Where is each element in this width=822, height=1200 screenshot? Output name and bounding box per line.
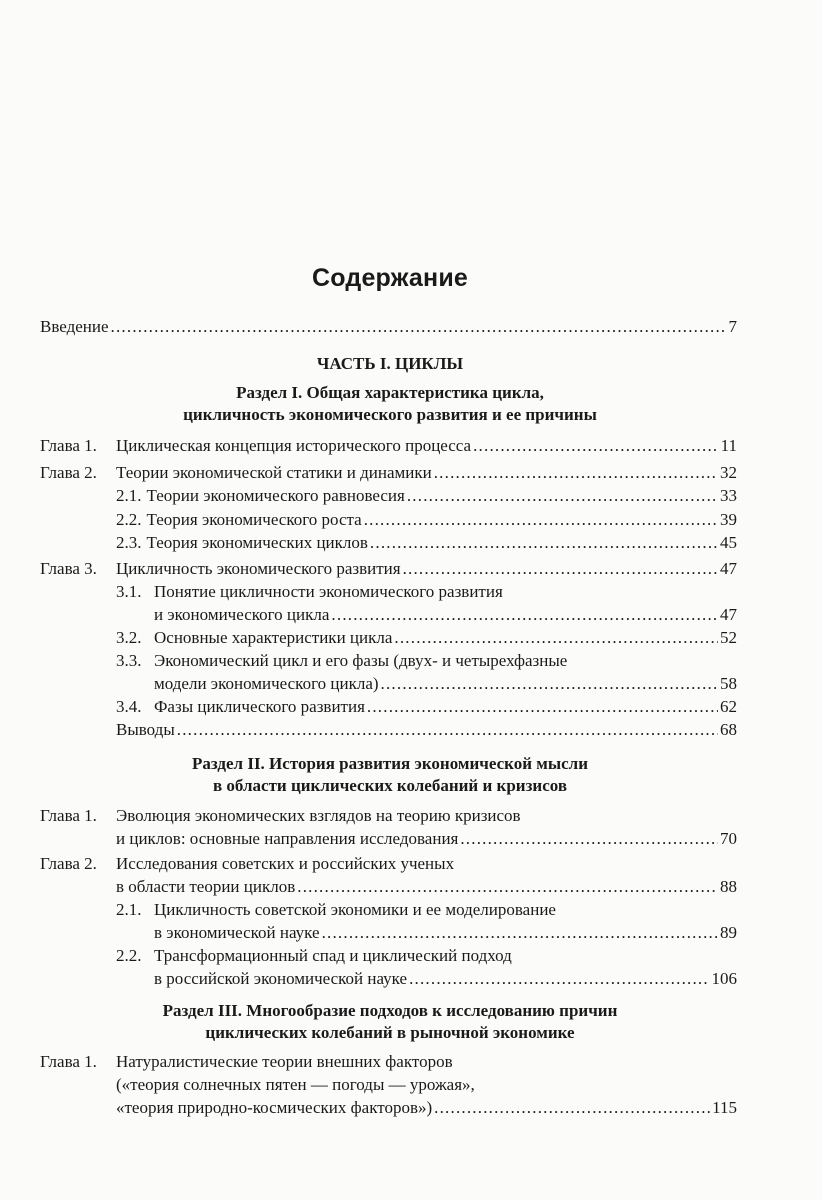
page-number: 47 <box>720 605 737 624</box>
entry-title: модели экономического цикла) <box>154 674 379 693</box>
section-heading-line: Раздел II. История развития экономической мысли <box>191 754 588 773</box>
entry-title-line: Понятие цикличности экономического развития <box>154 582 503 601</box>
leader-dots <box>367 696 718 718</box>
section-heading <box>0 753 780 797</box>
chapter-label: Глава 1. <box>40 806 97 825</box>
page-number: 45 <box>720 533 737 552</box>
part-heading: ЧАСТЬ I. ЦИКЛЫ <box>316 354 464 373</box>
entry-title: Фазы циклического развития <box>154 697 365 716</box>
entry-title: и экономического цикла <box>154 605 330 624</box>
page-number: 89 <box>720 923 737 942</box>
subsection-number: 2.1. <box>116 900 142 919</box>
entry-title: Цикличность экономического развития <box>116 559 401 578</box>
chapter-first-line <box>40 805 521 827</box>
entry-title: Циклическая концепция исторического процесса <box>116 436 472 455</box>
section-heading-line: Раздел III. Многообразие подходов к исследованию причин <box>162 1001 618 1020</box>
page-number: 32 <box>720 463 737 482</box>
chapter-label: Глава 1. <box>40 1052 97 1071</box>
page-number: 58 <box>720 674 737 693</box>
leader-dots <box>381 673 718 695</box>
section-heading-line: Раздел I. Общая характеристика цикла, <box>236 383 544 402</box>
entry-title: Теории экономической статики и динамики <box>116 463 432 482</box>
toc-entry-chapter[interactable] <box>116 876 737 898</box>
page-number: 106 <box>711 969 737 988</box>
entry-title: в экономической науке <box>154 923 320 942</box>
subsection-number: 2.1. <box>116 486 142 505</box>
entry-title: «теория природно-космических факторов») <box>116 1098 433 1117</box>
entry-title: и циклов: основные направления исследования <box>116 829 459 848</box>
toc-entry-chapter[interactable] <box>116 828 737 850</box>
toc-entry-subsection[interactable] <box>116 509 737 531</box>
entry-title-line: Цикличность советской экономики и ее моделирование <box>154 900 556 919</box>
subsection-number: 3.3. <box>116 651 142 670</box>
subsection-first-line <box>116 650 568 672</box>
section-heading-line: в области циклических колебаний и кризисов <box>212 776 567 795</box>
subsection-number: 3.2. <box>116 628 142 647</box>
entry-title-line: Эволюция экономических взглядов на теорию кризисов <box>116 806 521 825</box>
leader-dots <box>434 462 718 484</box>
entry-title-line: («теория солнечных пятен — погоды — урожая», <box>116 1075 475 1094</box>
page-number: 52 <box>720 628 737 647</box>
section-heading-line: цикличность экономического развития и ее причины <box>183 405 597 424</box>
toc-entry-subsection[interactable] <box>154 968 737 990</box>
leader-dots <box>394 627 718 649</box>
toc-entry-subsection[interactable] <box>116 696 737 718</box>
entry-title-line: Натуралистические теории внешних факторов <box>116 1052 453 1071</box>
entry-title: Теория экономического роста <box>146 510 362 529</box>
toc-entry-subsection[interactable] <box>116 532 737 554</box>
entry-title: в российской экономической науке <box>154 969 408 988</box>
leader-dots <box>403 558 718 580</box>
leader-dots <box>111 316 727 338</box>
leader-dots <box>409 968 709 990</box>
subsection-first-line <box>116 899 556 921</box>
entry-title: Введение <box>40 317 109 336</box>
entry-title-line: Трансформационный спад и циклический подход <box>154 946 512 965</box>
leader-dots <box>364 509 718 531</box>
leader-dots <box>460 828 718 850</box>
entry-title: Основные характеристики цикла <box>154 628 393 647</box>
chapter-label: Глава 1. <box>40 436 97 455</box>
chapter-label: Глава 3. <box>40 559 97 578</box>
toc-entry-chapter[interactable] <box>116 1097 737 1119</box>
chapter-first-line <box>40 1051 453 1073</box>
page-number: 62 <box>720 697 737 716</box>
leader-dots <box>434 1097 710 1119</box>
section-heading <box>0 1000 780 1044</box>
toc-entry-subsection[interactable] <box>116 627 737 649</box>
leader-dots <box>177 719 718 741</box>
subsection-first-line <box>116 581 503 603</box>
toc-entry-subsection[interactable] <box>154 922 737 944</box>
leader-dots <box>473 435 719 457</box>
page-number: 33 <box>720 486 737 505</box>
chapter-first-line <box>40 853 455 875</box>
page-number: 88 <box>720 877 737 896</box>
toc-entry-subsection[interactable] <box>116 485 737 507</box>
leader-dots <box>331 604 718 626</box>
page-number: 39 <box>720 510 737 529</box>
toc-entry-intro[interactable] <box>40 316 737 338</box>
page-number: 7 <box>728 317 737 336</box>
toc-entry-subsection[interactable] <box>154 604 737 626</box>
page-title: Содержание <box>311 264 469 292</box>
chapter-label: Глава 2. <box>40 463 97 482</box>
page-number: 115 <box>712 1098 737 1117</box>
toc-entry-chapter[interactable] <box>40 462 737 484</box>
page-number: 11 <box>720 436 737 455</box>
leader-dots <box>297 876 718 898</box>
entry-title-line: Исследования советских и российских ученых <box>116 854 455 873</box>
subsection-number: 2.3. <box>116 533 142 552</box>
subsection-number: 2.2. <box>116 510 142 529</box>
toc-entry-subsection[interactable] <box>154 673 737 695</box>
chapter-label: Глава 2. <box>40 854 97 873</box>
page-number: 70 <box>720 829 737 848</box>
subsection-number: 3.4. <box>116 697 142 716</box>
toc-entry-conclusions[interactable] <box>116 719 737 741</box>
section-heading-line: циклических колебаний в рыночной экономике <box>205 1023 575 1042</box>
entry-title: Теории экономического равновесия <box>146 486 405 505</box>
subsection-first-line <box>116 945 512 967</box>
page-number: 47 <box>720 559 737 578</box>
leader-dots <box>322 922 718 944</box>
toc-entry-chapter[interactable] <box>40 558 737 580</box>
toc-entry-chapter[interactable] <box>40 435 737 457</box>
subsection-number: 3.1. <box>116 582 142 601</box>
leader-dots <box>370 532 718 554</box>
entry-title: в области теории циклов <box>116 877 296 896</box>
entry-title-line: Экономический цикл и его фазы (двух- и четырехфазные <box>154 651 568 670</box>
section-heading <box>0 382 780 426</box>
leader-dots <box>407 485 718 507</box>
subsection-number: 2.2. <box>116 946 142 965</box>
entry-title: Теория экономических циклов <box>146 533 368 552</box>
entry-title: Выводы <box>116 720 175 739</box>
page-number: 68 <box>720 720 737 739</box>
